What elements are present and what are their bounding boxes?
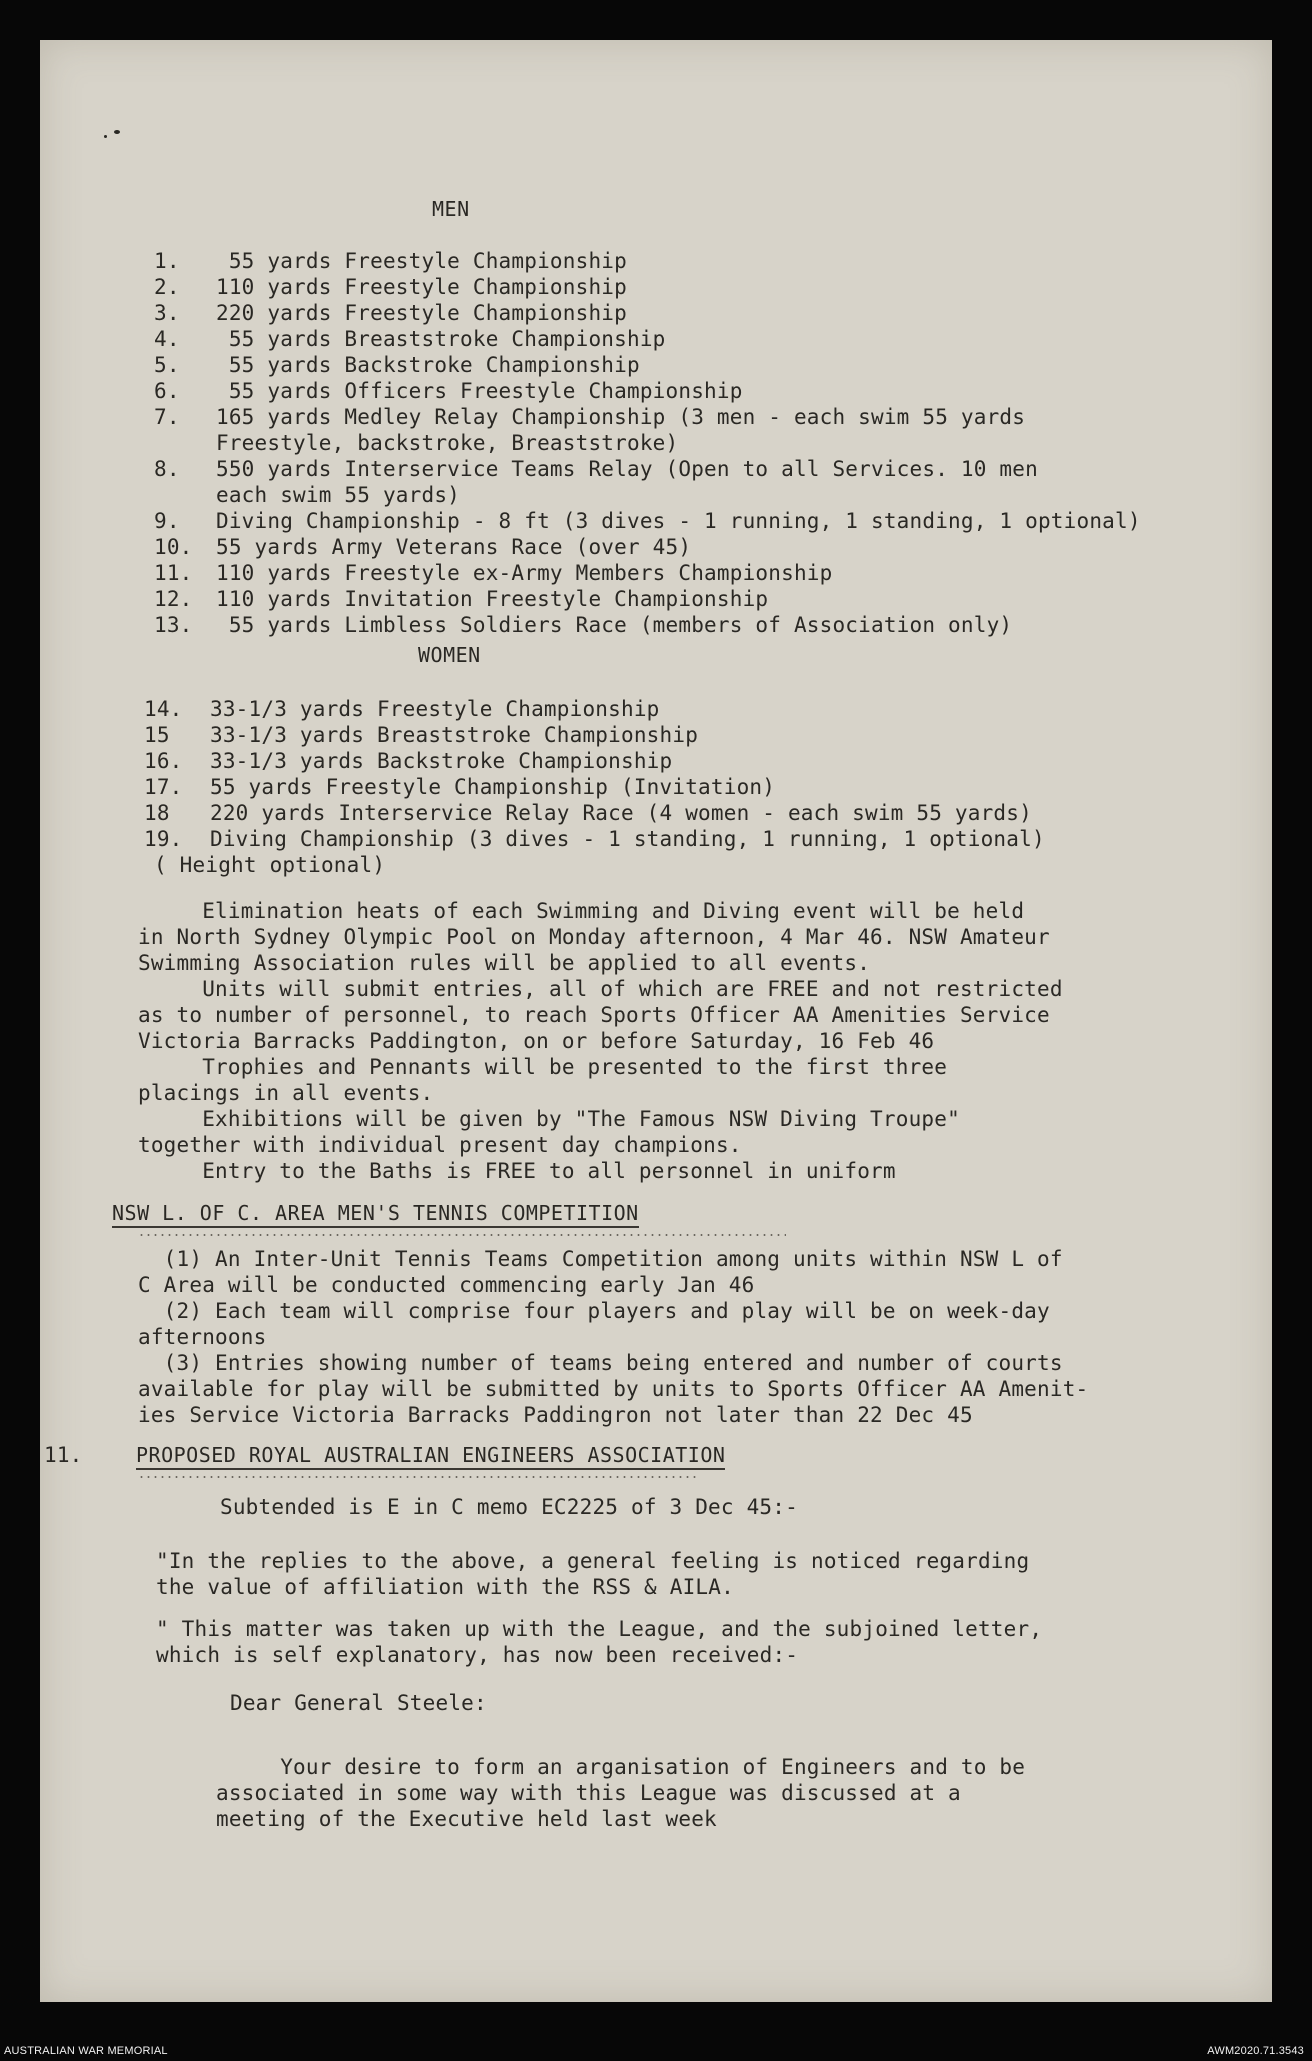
paragraph-line: " This matter was taken up with the League, and the subjoined letter, bbox=[156, 1617, 1043, 1641]
tennis-heading-text: NSW L. OF C. AREA MEN'S TENNIS COMPETITION bbox=[112, 1201, 639, 1228]
event-number: 3. bbox=[154, 301, 180, 325]
paragraph-line: Elimination heats of each Swimming and Diving event will be held bbox=[138, 899, 1025, 923]
event-description-continued: each swim 55 yards) bbox=[216, 483, 461, 507]
event-description: 33-1/3 yards Backstroke Championship bbox=[210, 749, 673, 773]
paragraph-line: C Area will be conducted commencing early Jan 46 bbox=[138, 1273, 755, 1297]
event-description-continued: ( Height optional) bbox=[154, 853, 386, 877]
event-description: 33-1/3 yards Freestyle Championship bbox=[210, 697, 660, 721]
paragraph-line: together with individual present day champions. bbox=[138, 1133, 742, 1157]
paragraph-line: (1) An Inter-Unit Tennis Teams Competition among units within NSW L of bbox=[138, 1247, 1063, 1271]
document-body bbox=[40, 40, 1272, 2002]
event-number: 16. bbox=[144, 749, 183, 773]
paragraph-line: which is self explanatory, has now been received:- bbox=[156, 1643, 799, 1667]
paragraph-line: the value of affiliation with the RSS & AILA. bbox=[156, 1575, 734, 1599]
event-description: Diving Championship - 8 ft (3 dives - 1 running, 1 standing, 1 optional) bbox=[216, 509, 1141, 533]
dotted-rule bbox=[138, 1476, 698, 1478]
document-page bbox=[40, 40, 1272, 2002]
memo-line: Subtended is E in C memo EC2225 of 3 Dec 45:- bbox=[220, 1495, 798, 1519]
paragraph-line: Trophies and Pennants will be presented to the first three bbox=[138, 1055, 948, 1079]
event-number: 8. bbox=[154, 457, 180, 481]
paragraph-line: Swimming Association rules will be applied to all events. bbox=[138, 951, 871, 975]
event-description: 550 yards Interservice Teams Relay (Open to all Services. 10 men bbox=[216, 457, 1038, 481]
event-description: 55 yards Breaststroke Championship bbox=[216, 327, 666, 351]
paragraph-line: Exhibitions will be given by "The Famous NSW Diving Troupe" bbox=[138, 1107, 960, 1131]
event-number: 1. bbox=[154, 249, 180, 273]
event-number: 7. bbox=[154, 405, 180, 429]
event-description: 55 yards Limbless Soldiers Race (members of Association only) bbox=[216, 613, 1013, 637]
paragraph-line: meeting of the Executive held last week bbox=[216, 1807, 717, 1831]
section-number: 11. bbox=[44, 1443, 83, 1467]
event-number: 15 bbox=[144, 723, 170, 747]
paragraph-line: Units will submit entries, all of which are FREE and not restricted bbox=[138, 977, 1063, 1001]
event-description-continued: Freestyle, backstroke, Breaststroke) bbox=[216, 431, 679, 455]
event-description: 55 yards Freestyle Championship bbox=[216, 249, 627, 273]
ink-speck bbox=[114, 130, 120, 134]
event-number: 2. bbox=[154, 275, 180, 299]
event-number: 14. bbox=[144, 697, 183, 721]
paragraph-line: as to number of personnel, to reach Sports Officer AA Amenities Service bbox=[138, 1003, 1050, 1027]
paragraph-line: in North Sydney Olympic Pool on Monday afternoon, 4 Mar 46. NSW Amateur bbox=[138, 925, 1050, 949]
paragraph-line: (2) Each team will comprise four players and play will be on week-day bbox=[138, 1299, 1050, 1323]
paragraph-line: associated in some way with this League was discussed at a bbox=[216, 1781, 961, 1805]
event-description: 33-1/3 yards Breaststroke Championship bbox=[210, 723, 699, 747]
event-description: 55 yards Freestyle Championship (Invitation) bbox=[210, 775, 776, 799]
women-heading: WOMEN bbox=[418, 643, 481, 667]
paragraph-line: available for play will be submitted by units to Sports Officer AA Amenit- bbox=[138, 1377, 1089, 1401]
footer-reference: AWM2020.71.3543 bbox=[1207, 2045, 1304, 2057]
event-description: Diving Championship (3 dives - 1 standing, 1 running, 1 optional) bbox=[210, 827, 1045, 851]
event-description: 220 yards Freestyle Championship bbox=[216, 301, 627, 325]
event-number: 9. bbox=[154, 509, 180, 533]
letter-salutation: Dear General Steele: bbox=[230, 1691, 487, 1715]
footer-credit: AUSTRALIAN WAR MEMORIAL bbox=[4, 2045, 168, 2057]
ink-speck bbox=[104, 135, 107, 138]
paragraph-line: Victoria Barracks Paddington, on or before Saturday, 16 Feb 46 bbox=[138, 1029, 935, 1053]
event-number: 13. bbox=[154, 613, 193, 637]
event-number: 10. bbox=[154, 535, 193, 559]
event-number: 5. bbox=[154, 353, 180, 377]
engineers-heading-text: PROPOSED ROYAL AUSTRALIAN ENGINEERS ASSOCIATION bbox=[136, 1443, 725, 1470]
paragraph-line: (3) Entries showing number of teams being entered and number of courts bbox=[138, 1351, 1063, 1375]
event-number: 19. bbox=[144, 827, 183, 851]
event-number: 11. bbox=[154, 561, 193, 585]
paragraph-line: placings in all events. bbox=[138, 1081, 434, 1105]
dotted-rule bbox=[138, 1234, 786, 1236]
event-number: 4. bbox=[154, 327, 180, 351]
engineers-heading bbox=[136, 1442, 725, 1468]
paragraph-line: Your desire to form an arganisation of Engineers and to be bbox=[216, 1755, 1026, 1779]
event-description: 165 yards Medley Relay Championship (3 men - each swim 55 yards bbox=[216, 405, 1026, 429]
event-number: 6. bbox=[154, 379, 180, 403]
tennis-heading bbox=[112, 1200, 639, 1226]
event-number: 18 bbox=[144, 801, 170, 825]
event-number: 17. bbox=[144, 775, 183, 799]
paragraph-line: Entry to the Baths is FREE to all personnel in uniform bbox=[138, 1159, 896, 1183]
event-description: 55 yards Backstroke Championship bbox=[216, 353, 640, 377]
event-number: 12. bbox=[154, 587, 193, 611]
event-description: 110 yards Freestyle Championship bbox=[216, 275, 627, 299]
paragraph-line: afternoons bbox=[138, 1325, 267, 1349]
event-description: 55 yards Army Veterans Race (over 45) bbox=[216, 535, 692, 559]
paragraph-line: ies Service Victoria Barracks Paddingron not later than 22 Dec 45 bbox=[138, 1403, 973, 1427]
men-heading: MEN bbox=[432, 197, 470, 221]
paragraph-line: "In the replies to the above, a general feeling is noticed regarding bbox=[156, 1549, 1030, 1573]
event-description: 110 yards Invitation Freestyle Championship bbox=[216, 587, 769, 611]
event-description: 55 yards Officers Freestyle Championship bbox=[216, 379, 743, 403]
event-description: 220 yards Interservice Relay Race (4 women - each swim 55 yards) bbox=[210, 801, 1032, 825]
event-description: 110 yards Freestyle ex-Army Members Championship bbox=[216, 561, 833, 585]
